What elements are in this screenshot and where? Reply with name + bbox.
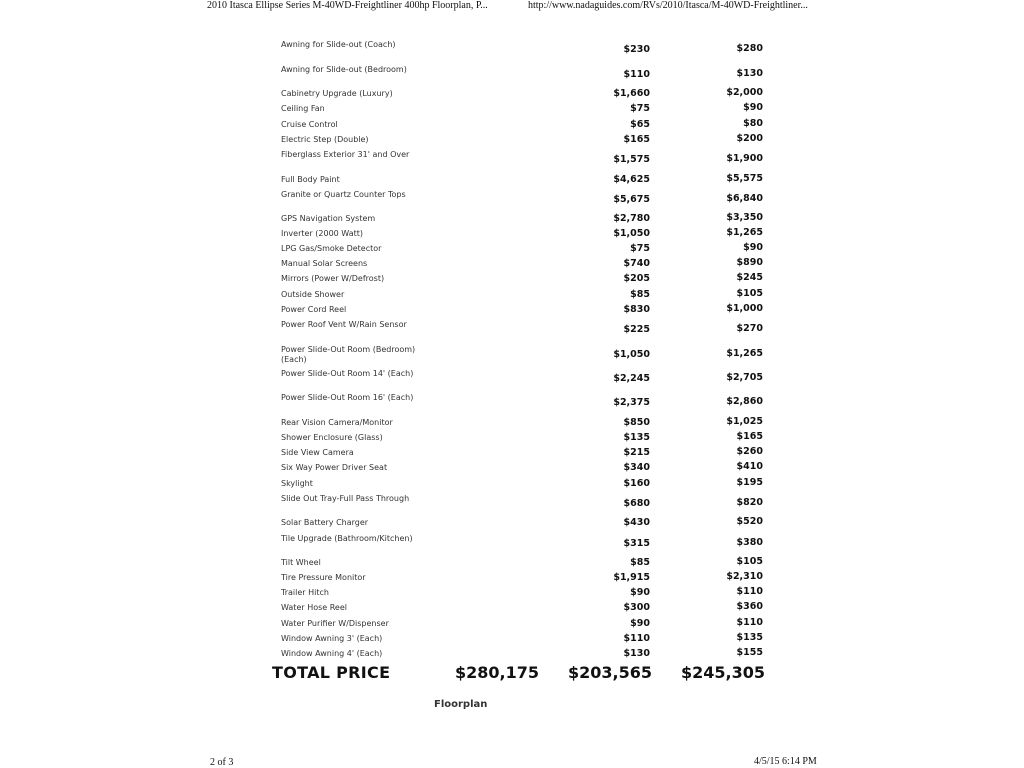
option-name: Cabinetry Upgrade (Luxury)	[281, 89, 393, 98]
option-price-1: $740	[623, 258, 650, 269]
print-header-url: http://www.nadaguides.com/RVs/2010/Itasca/M-40WD-Freightliner...	[528, 0, 808, 11]
option-price-1: $5,675	[613, 194, 650, 205]
option-name: GPS Navigation System	[281, 214, 376, 223]
option-price-1: $340	[623, 462, 650, 473]
option-name: Inverter (2000 Watt)	[281, 229, 363, 238]
option-name: LPG Gas/Smoke Detector	[281, 244, 382, 253]
option-price-2: $80	[743, 118, 763, 129]
total-price-label: TOTAL PRICE	[272, 663, 391, 682]
option-price-1: $65	[630, 119, 650, 130]
option-price-2: $890	[736, 257, 763, 268]
option-price-1: $680	[623, 498, 650, 509]
option-price-2: $200	[736, 133, 763, 144]
option-price-2: $1,900	[726, 153, 763, 164]
option-price-2: $135	[736, 632, 763, 643]
option-price-2: $380	[736, 537, 763, 548]
option-name: Solar Battery Charger	[281, 518, 369, 527]
option-price-2: $155	[736, 647, 763, 658]
option-price-2: $520	[736, 516, 763, 527]
print-header-title: 2010 Itasca Ellipse Series M-40WD-Freightliner 400hp Floorplan, P...	[207, 0, 488, 11]
option-name: Power Slide-Out Room 16' (Each)	[281, 393, 414, 402]
option-price-1: $1,575	[613, 154, 650, 165]
option-name: Granite or Quartz Counter Tops	[281, 190, 406, 199]
option-name: Skylight	[281, 479, 313, 488]
option-name: Tilt Wheel	[281, 558, 321, 567]
option-price-1: $90	[630, 587, 650, 598]
option-name: Slide Out Tray-Full Pass Through	[281, 494, 410, 503]
option-price-2: $130	[736, 68, 763, 79]
option-price-2: $1,025	[726, 416, 763, 427]
total-price-value-3: $245,305	[680, 663, 765, 682]
option-price-2: $1,265	[726, 227, 763, 238]
option-price-2: $280	[736, 43, 763, 54]
option-name: Outside Shower	[281, 290, 345, 299]
option-name: Mirrors (Power W/Defrost)	[281, 274, 385, 283]
option-price-1: $85	[630, 557, 650, 568]
option-price-2: $195	[736, 477, 763, 488]
option-price-2: $2,705	[726, 372, 763, 383]
option-name: Power Roof Vent W/Rain Sensor	[281, 320, 407, 329]
option-price-1: $90	[630, 618, 650, 629]
option-price-2: $2,860	[726, 396, 763, 407]
option-price-2: $6,840	[726, 193, 763, 204]
option-name: Water Hose Reel	[281, 603, 347, 612]
option-name: Shower Enclosure (Glass)	[281, 433, 383, 442]
option-name: Fiberglass Exterior 31' and Over	[281, 150, 410, 159]
option-price-1: $75	[630, 103, 650, 114]
option-price-2: $105	[736, 288, 763, 299]
print-footer-datetime: 4/5/15 6:14 PM	[754, 756, 817, 767]
option-name: Side View Camera	[281, 448, 354, 457]
option-price-2: $2,310	[726, 571, 763, 582]
option-name: Manual Solar Screens	[281, 259, 368, 268]
option-price-2: $1,265	[726, 348, 763, 359]
option-price-2: $410	[736, 461, 763, 472]
option-price-2: $105	[736, 556, 763, 567]
option-price-1: $850	[623, 417, 650, 428]
total-price-value-1: $280,175	[454, 663, 539, 682]
option-name: Power Slide-Out Room (Bedroom) (Each)	[281, 345, 416, 364]
option-name: Ceiling Fan	[281, 104, 325, 113]
option-price-2: $110	[736, 617, 763, 628]
option-name: Tile Upgrade (Bathroom/Kitchen)	[281, 534, 413, 543]
option-price-1: $2,375	[613, 397, 650, 408]
option-name: Power Slide-Out Room 14' (Each)	[281, 369, 414, 378]
option-price-1: $130	[623, 648, 650, 659]
option-price-1: $75	[630, 243, 650, 254]
option-name: Window Awning 4' (Each)	[281, 649, 383, 658]
floorplan-heading: Floorplan	[434, 699, 488, 710]
option-price-2: $5,575	[726, 173, 763, 184]
option-price-2: $245	[736, 272, 763, 283]
option-price-1: $1,050	[613, 228, 650, 239]
option-price-1: $300	[623, 602, 650, 613]
option-name: Water Purifier W/Dispenser	[281, 619, 389, 628]
option-price-1: $215	[623, 447, 650, 458]
option-name: Awning for Slide-out (Coach)	[281, 40, 396, 49]
option-price-1: $205	[623, 273, 650, 284]
option-name: Cruise Control	[281, 120, 338, 129]
option-price-1: $830	[623, 304, 650, 315]
option-name: Rear Vision Camera/Monitor	[281, 418, 393, 427]
option-price-1: $1,660	[613, 88, 650, 99]
option-price-1: $2,245	[613, 373, 650, 384]
option-price-1: $160	[623, 478, 650, 489]
option-price-1: $135	[623, 432, 650, 443]
option-price-1: $2,780	[613, 213, 650, 224]
option-price-2: $270	[736, 323, 763, 334]
option-price-1: $85	[630, 289, 650, 300]
option-price-1: $225	[623, 324, 650, 335]
option-price-2: $2,000	[726, 87, 763, 98]
option-price-1: $230	[623, 44, 650, 55]
option-price-2: $3,350	[726, 212, 763, 223]
option-price-1: $110	[623, 69, 650, 80]
option-price-2: $260	[736, 446, 763, 457]
option-price-2: $1,000	[726, 303, 763, 314]
option-price-1: $165	[623, 134, 650, 145]
option-price-1: $1,050	[613, 349, 650, 360]
option-name: Trailer Hitch	[281, 588, 329, 597]
total-price-value-2: $203,565	[567, 663, 652, 682]
option-name: Electric Step (Double)	[281, 135, 369, 144]
option-name: Power Cord Reel	[281, 305, 347, 314]
option-price-1: $1,915	[613, 572, 650, 583]
print-footer-page: 2 of 3	[210, 757, 234, 768]
option-name: Tire Pressure Monitor	[281, 573, 366, 582]
option-name: Window Awning 3' (Each)	[281, 634, 383, 643]
option-price-1: $110	[623, 633, 650, 644]
option-price-2: $165	[736, 431, 763, 442]
option-name: Full Body Paint	[281, 175, 340, 184]
option-name: Awning for Slide-out (Bedroom)	[281, 65, 407, 74]
option-name: Six Way Power Driver Seat	[281, 463, 388, 472]
option-price-2: $820	[736, 497, 763, 508]
option-price-2: $110	[736, 586, 763, 597]
option-price-2: $90	[743, 102, 763, 113]
option-price-1: $4,625	[613, 174, 650, 185]
option-price-1: $315	[623, 538, 650, 549]
option-price-1: $430	[623, 517, 650, 528]
option-price-2: $90	[743, 242, 763, 253]
option-price-2: $360	[736, 601, 763, 612]
